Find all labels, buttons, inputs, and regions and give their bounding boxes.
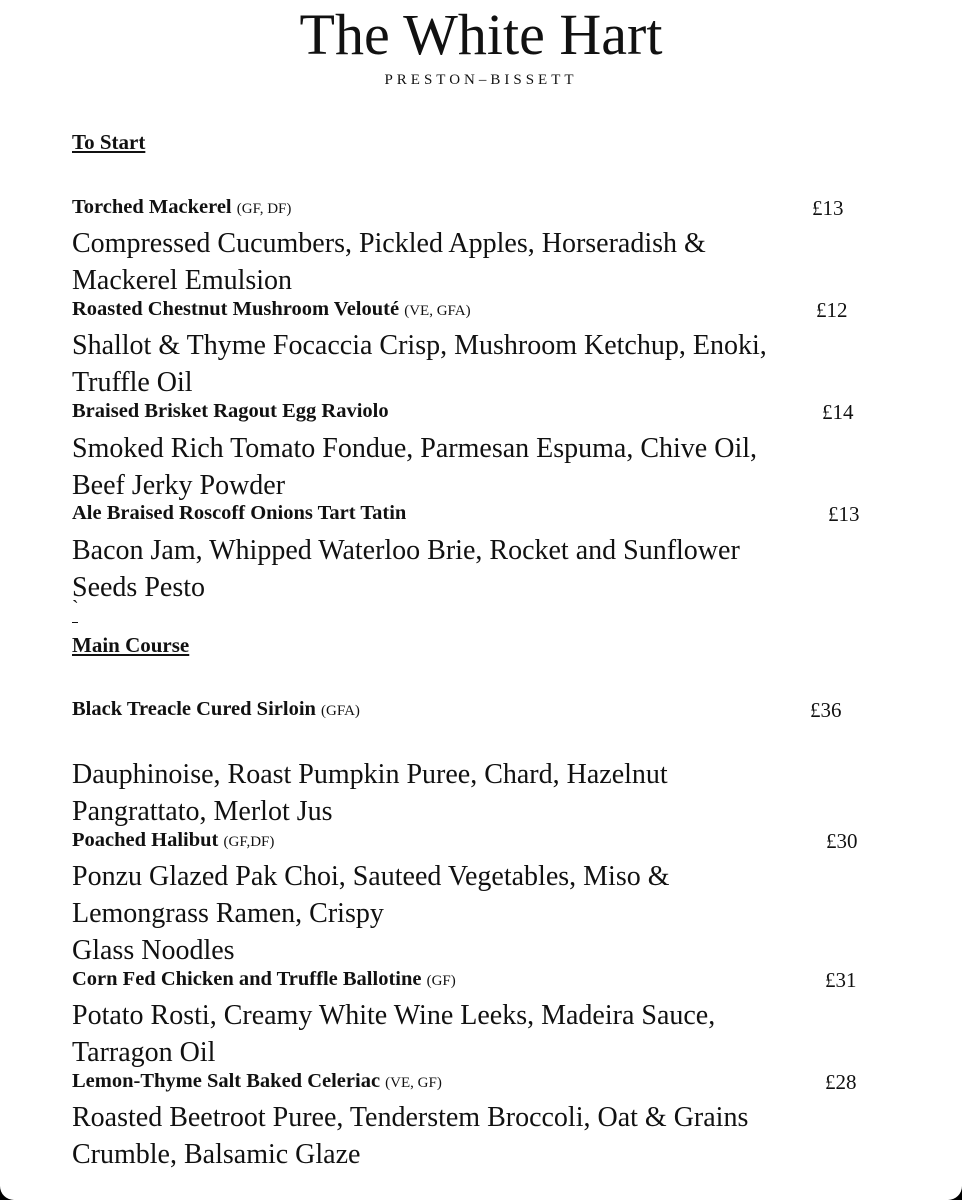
- section-heading-mains: Main Course: [72, 633, 190, 657]
- dish-price: £12: [816, 298, 848, 322]
- dish-price: £28: [825, 1070, 857, 1094]
- dish-name: [72, 1070, 442, 1093]
- dish-description-line: Dauphinoise, Roast Pumpkin Puree, Chard, Hazelnut: [72, 759, 668, 790]
- dish-description-line: Pangrattato, Merlot Jus: [72, 796, 333, 827]
- dish-description-line: Glass Noodles: [72, 935, 235, 966]
- dish-description-line: Crumble, Balsamic Glaze: [72, 1139, 361, 1170]
- dish-name: [72, 400, 389, 423]
- dish-description-line: Compressed Cucumbers, Pickled Apples, Horseradish &: [72, 228, 706, 259]
- dish-description-line: Roasted Beetroot Puree, Tenderstem Broccoli, Oat & Grains: [72, 1102, 749, 1133]
- dish-name: [72, 298, 471, 321]
- dish-price: £36: [810, 698, 842, 722]
- dish-name: [72, 502, 406, 525]
- restaurant-title: The White Hart: [299, 2, 663, 67]
- dish-description-line: Lemongrass Ramen, Crispy: [72, 898, 384, 929]
- dish-description-line: Tarragon Oil: [72, 1037, 216, 1068]
- dish-description-line: Potato Rosti, Creamy White Wine Leeks, Madeira Sauce,: [72, 1000, 716, 1031]
- dish-title: Braised Brisket Ragout Egg Raviolo: [72, 400, 389, 422]
- restaurant-location: PRESTON–BISSETT: [384, 72, 578, 88]
- dish-title: Lemon-Thyme Salt Baked Celeriac: [72, 1070, 381, 1092]
- dish-description-line: Smoked Rich Tomato Fondue, Parmesan Espuma, Chive Oil,: [72, 433, 758, 464]
- dish-name: [72, 196, 291, 219]
- dish-price: £30: [826, 829, 858, 853]
- dish-name: [72, 698, 360, 721]
- dish-price: £13: [828, 502, 860, 526]
- dish-name: [72, 829, 274, 852]
- dietary-tag: (VE, GF): [385, 1075, 442, 1091]
- dish-title: Poached Halibut: [72, 829, 219, 851]
- stray-mark: `: [72, 597, 79, 619]
- dish-description-line: Mackerel Emulsion: [72, 265, 293, 296]
- dish-description-line: Seeds Pesto: [72, 572, 205, 603]
- dish-price: £31: [825, 968, 857, 992]
- dish-title: Corn Fed Chicken and Truffle Ballotine: [72, 968, 422, 990]
- dietary-tag: (GFA): [321, 703, 360, 719]
- dish-description-line: Ponzu Glazed Pak Choi, Sauteed Vegetables, Miso &: [72, 861, 670, 892]
- dish-description-line: Truffle Oil: [72, 367, 193, 398]
- dish-title: Ale Braised Roscoff Onions Tart Tatin: [72, 502, 407, 524]
- dish-title: Roasted Chestnut Mushroom Velouté: [72, 298, 400, 320]
- dietary-tag: (GF): [426, 973, 456, 989]
- dietary-tag: (GF, DF): [236, 201, 292, 217]
- dish-description-line: Beef Jerky Powder: [72, 470, 286, 501]
- dish-title: Black Treacle Cured Sirloin: [72, 698, 316, 720]
- dietary-tag: (GF,DF): [223, 834, 275, 850]
- dish-price: £14: [822, 400, 854, 424]
- dish-name: [72, 968, 456, 991]
- section-heading-starters: To Start: [72, 130, 146, 154]
- dish-description-line: Shallot & Thyme Focaccia Crisp, Mushroom Ketchup, Enoki,: [72, 330, 767, 361]
- dish-price: £13: [812, 196, 844, 220]
- dietary-tag: (VE, GFA): [404, 303, 471, 319]
- dish-description-line: Bacon Jam, Whipped Waterloo Brie, Rocket and Sunflower: [72, 535, 740, 566]
- dish-title: Torched Mackerel: [72, 196, 232, 218]
- divider: [72, 622, 78, 623]
